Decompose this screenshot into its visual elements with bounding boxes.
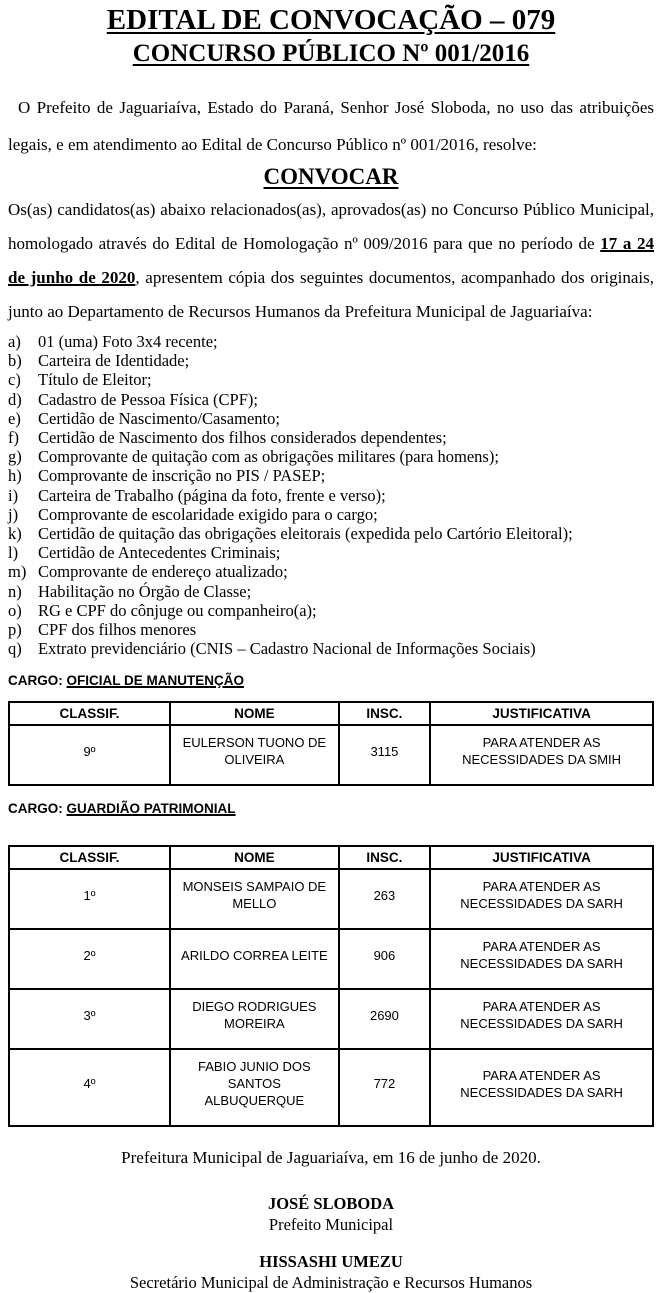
- list-item-letter: f): [8, 428, 19, 448]
- list-item: [8, 428, 654, 447]
- signature-block-prefeito: [8, 1193, 654, 1235]
- column-header-classif: CLASSIF.: [9, 846, 170, 869]
- list-item-text: Comprovante de endereço atualizado;: [38, 562, 288, 582]
- cargo-heading-guardiao-patrimonial: [8, 800, 654, 817]
- list-item-letter: d): [8, 389, 22, 409]
- signature-block-secretario: [8, 1251, 654, 1293]
- list-item-text: Carteira de Trabalho (página da foto, frente e verso);: [38, 485, 386, 505]
- list-item-letter: p): [8, 620, 22, 640]
- list-item: [8, 505, 654, 524]
- list-item-letter: k): [8, 524, 22, 544]
- list-item-letter: a): [8, 332, 21, 351]
- list-item-text: Comprovante de inscrição no PIS / PASEP;: [38, 466, 326, 486]
- signatory-title: Secretário Municipal de Administração e Recursos Humanos: [129, 1273, 533, 1293]
- list-item-text: RG e CPF do cônjuge ou companheiro(a);: [38, 600, 317, 620]
- list-item-letter: h): [8, 466, 22, 486]
- list-item-text: Certidão de quitação das obrigações eleitorais (expedida pelo Cartório Eleitoral);: [38, 524, 573, 544]
- cell-classif: 2º: [9, 929, 170, 989]
- list-item-text: Certidão de Nascimento dos filhos considerados dependentes;: [38, 428, 447, 448]
- list-item: [8, 486, 654, 505]
- cell-nome: DIEGO RODRIGUES MOREIRA: [170, 989, 339, 1049]
- document-checklist: [8, 332, 654, 658]
- cell-insc: 2690: [339, 989, 430, 1049]
- cargo-title: GUARDIÃO PATRIMONIAL: [66, 801, 236, 817]
- page-title: EDITAL DE CONVOCAÇÃO – 079: [106, 4, 556, 36]
- list-item: [8, 582, 654, 601]
- list-item-letter: c): [8, 370, 21, 390]
- cell-justificativa: PARA ATENDER AS NECESSIDADES DA SARH: [430, 989, 653, 1049]
- column-header-nome: NOME: [170, 846, 339, 869]
- list-item-letter: n): [8, 581, 22, 601]
- cargo-label: CARGO:: [8, 801, 63, 817]
- column-header-classif: CLASSIF.: [9, 702, 170, 725]
- list-item-text: Carteira de Identidade;: [38, 351, 190, 371]
- signatory-name: JOSÉ SLOBODA: [267, 1194, 395, 1214]
- list-item-text: 01 (uma) Foto 3x4 recente;: [38, 332, 218, 351]
- cell-justificativa: PARA ATENDER AS NECESSIDADES DA SARH: [430, 1049, 653, 1126]
- list-item-letter: e): [8, 408, 21, 428]
- list-item: [8, 639, 654, 658]
- list-item: [8, 390, 654, 409]
- cell-classif: 1º: [9, 869, 170, 929]
- cell-nome: FABIO JUNIO DOS SANTOS ALBUQUERQUE: [170, 1049, 339, 1126]
- column-header-nome: NOME: [170, 702, 339, 725]
- list-item-text: Título de Eleitor;: [38, 370, 152, 390]
- list-item-letter: b): [8, 351, 22, 371]
- table-header-row: [9, 702, 653, 725]
- dateline: Prefeitura Municipal de Jaguariaíva, em 16 de junho de 2020.: [121, 1148, 541, 1168]
- cell-insc: 906: [339, 929, 430, 989]
- cell-classif: 9º: [9, 725, 170, 785]
- date-range-highlight: 17 a 24 de junho de 2020: [8, 234, 654, 287]
- roster-table-oficial-de-manutencao: [8, 701, 654, 786]
- cell-insc: 3115: [339, 725, 430, 785]
- column-header-insc: INSC.: [339, 702, 430, 725]
- convocation-text-before: Os(as) candidatos(as) abaixo relacionados(as), aprovados(as) no Concurso Público Municipal, homologado através do Edital de Homologação nº 009/2016 para que no período de: [8, 200, 654, 253]
- cell-insc: 772: [339, 1049, 430, 1126]
- list-item: [8, 466, 654, 485]
- list-item-text: CPF dos filhos menores: [38, 620, 197, 640]
- table-row: [9, 725, 653, 785]
- signatory-name: HISSASHI UMEZU: [259, 1252, 403, 1272]
- list-item: [8, 447, 654, 466]
- cell-classif: 4º: [9, 1049, 170, 1126]
- list-item-text: Comprovante de quitação com as obrigações militares (para homens);: [38, 447, 499, 467]
- list-item-letter: g): [8, 447, 22, 467]
- cell-justificativa: PARA ATENDER AS NECESSIDADES DA SMIH: [430, 725, 653, 785]
- list-item-text: Cadastro de Pessoa Física (CPF);: [38, 389, 258, 409]
- table-row: [9, 989, 653, 1049]
- signatory-title: Prefeito Municipal: [268, 1215, 394, 1235]
- list-item-letter: l): [8, 543, 19, 563]
- cell-justificativa: PARA ATENDER AS NECESSIDADES DA SARH: [430, 929, 653, 989]
- convocation-text-after: , apresentem cópia dos seguintes documentos, acompanhado dos originais, junto ao Departamento de Recursos Humanos da Prefeitura Municipal de Jaguariaíva:: [8, 268, 654, 321]
- cell-nome: EULERSON TUONO DE OLIVEIRA: [170, 725, 339, 785]
- roster-table-guardiao-patrimonial: [8, 845, 654, 1127]
- cargo-heading-oficial-de-manutencao: [8, 672, 654, 689]
- column-header-justificativa: JUSTIFICATIVA: [430, 702, 653, 725]
- list-item-letter: q): [8, 639, 22, 659]
- list-item: [8, 409, 654, 428]
- list-item-text: Extrato previdenciário (CNIS – Cadastro Nacional de Informações Sociais): [38, 639, 536, 659]
- cargo-label: CARGO:: [8, 673, 63, 689]
- cargo-title: OFICIAL DE MANUTENÇÃO: [66, 673, 245, 689]
- column-header-insc: INSC.: [339, 846, 430, 869]
- list-item-letter: j): [8, 504, 19, 524]
- table-row: [9, 1049, 653, 1126]
- list-item: [8, 351, 654, 370]
- list-item-letter: m): [8, 562, 27, 582]
- convocar-heading: CONVOCAR: [263, 164, 399, 189]
- list-item: [8, 620, 654, 639]
- list-item-text: Habilitação no Órgão de Classe;: [38, 581, 252, 601]
- convocation-paragraph: [8, 193, 654, 329]
- list-item-text: Comprovante de escolaridade exigido para o cargo;: [38, 504, 378, 524]
- list-item: [8, 524, 654, 543]
- table-row: [9, 929, 653, 989]
- table-header-row: [9, 846, 653, 869]
- list-item: [8, 562, 654, 581]
- cell-classif: 3º: [9, 989, 170, 1049]
- list-item-letter: o): [8, 600, 22, 620]
- list-item: [8, 543, 654, 562]
- cell-justificativa: PARA ATENDER AS NECESSIDADES DA SARH: [430, 869, 653, 929]
- list-item-letter: i): [8, 485, 19, 505]
- list-item: [8, 332, 654, 351]
- table-row: [9, 869, 653, 929]
- column-header-justificativa: JUSTIFICATIVA: [430, 846, 653, 869]
- cell-insc: 263: [339, 869, 430, 929]
- list-item: [8, 370, 654, 389]
- intro-paragraph: O Prefeito de Jaguariaíva, Estado do Paraná, Senhor José Sloboda, no uso das atribuições legais, e em atendimento ao Edital de Concurso Público nº 001/2016, resolve:: [8, 98, 654, 154]
- list-item: [8, 601, 654, 620]
- cell-nome: MONSEIS SAMPAIO DE MELLO: [170, 869, 339, 929]
- list-item-text: Certidão de Nascimento/Casamento;: [38, 408, 280, 428]
- page-subtitle: CONCURSO PÚBLICO Nº 001/2016: [132, 40, 530, 67]
- cell-nome: ARILDO CORREA LEITE: [170, 929, 339, 989]
- list-item-text: Certidão de Antecedentes Criminais;: [38, 543, 281, 563]
